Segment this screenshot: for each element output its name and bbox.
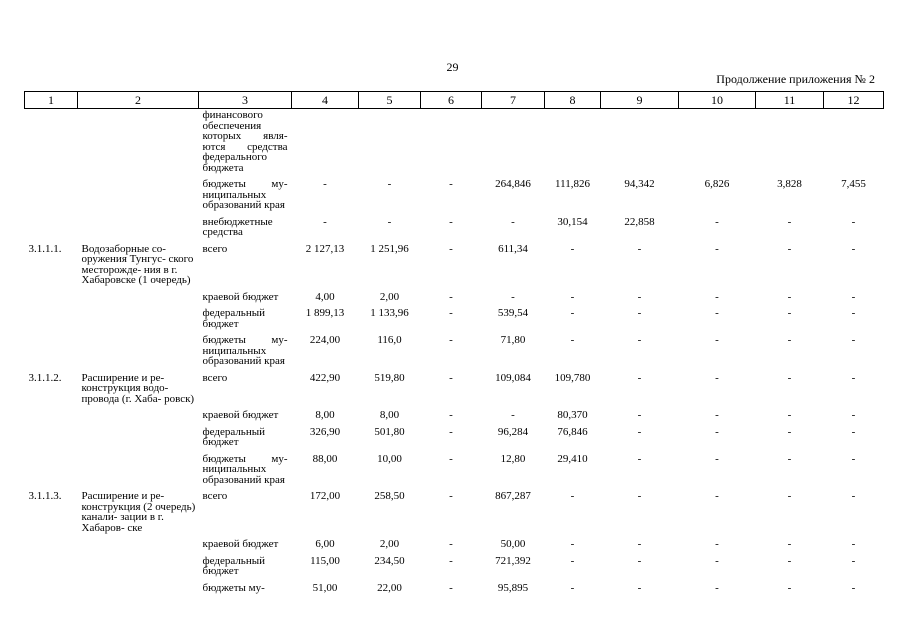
- table-row: [25, 308, 884, 335]
- value-cell: 111,826: [555, 178, 590, 190]
- value-cell: -: [637, 242, 642, 255]
- value-cell: -: [787, 242, 792, 255]
- continuation-note: Продолжение приложения № 2: [716, 72, 875, 86]
- funding-source: федеральный бюджет: [202, 554, 265, 577]
- funding-source: федеральный бюджет: [202, 307, 265, 330]
- item-number: [25, 179, 78, 217]
- value-cell: 3,828: [777, 178, 802, 190]
- value-cell: 80,370: [557, 409, 588, 421]
- funding-source: бюджеты му- ниципальных образований края: [202, 178, 288, 211]
- value-cell: 1 251,96: [370, 242, 409, 255]
- value-cell: -: [851, 334, 856, 346]
- value-cell: -: [787, 307, 792, 319]
- value-cell: 234,50: [374, 554, 405, 567]
- value-cell: -: [637, 538, 642, 550]
- value-cell: 1 899,13: [305, 307, 345, 319]
- value-cell: -: [715, 307, 719, 319]
- table-row: [25, 292, 884, 309]
- item-number: [25, 583, 78, 600]
- value-cell: 88,00: [312, 452, 338, 465]
- value-cell: -: [787, 425, 792, 438]
- value-cell: 51,00: [312, 581, 338, 594]
- item-number: 3.1.1.1.: [28, 242, 62, 255]
- value-cell: -: [449, 554, 453, 567]
- value-cell: -: [851, 242, 856, 255]
- item-name: [78, 583, 199, 600]
- value-cell: 71,80: [500, 334, 526, 346]
- value-cell: 172,00: [309, 490, 341, 502]
- column-header-6: 6: [421, 92, 482, 109]
- item-name: [78, 539, 199, 556]
- value-cell: 422,90: [309, 371, 341, 384]
- value-cell: 4,00: [315, 290, 335, 303]
- funding-source: всего: [202, 490, 228, 502]
- value-cell: 95,895: [497, 581, 529, 594]
- value-cell: -: [851, 490, 856, 502]
- item-number: [25, 292, 78, 309]
- value-cell: [545, 109, 601, 180]
- value-cell: -: [449, 409, 453, 421]
- value-cell: -: [637, 307, 642, 319]
- value-cell: -: [637, 425, 642, 438]
- value-cell: -: [787, 452, 792, 465]
- table-row: [25, 109, 884, 180]
- value-cell: -: [715, 581, 719, 594]
- value-cell: -: [449, 371, 453, 384]
- value-cell: -: [851, 290, 856, 303]
- value-cell: -: [787, 290, 792, 303]
- table-row: [25, 583, 884, 600]
- value-cell: -: [851, 554, 856, 567]
- value-cell: -: [787, 490, 792, 502]
- funding-source: краевой бюджет: [202, 538, 279, 550]
- value-cell: -: [637, 581, 642, 594]
- value-cell: 109,084: [495, 371, 531, 384]
- funding-source: краевой бюджет: [202, 290, 279, 303]
- value-cell: -: [787, 371, 792, 384]
- value-cell: -: [570, 581, 575, 594]
- funding-source: бюджеты му- ниципальных образований края: [202, 452, 288, 486]
- column-header-2: 2: [78, 92, 199, 109]
- value-cell: -: [637, 290, 642, 303]
- value-cell: 264,846: [495, 178, 531, 190]
- value-cell: 12,80: [500, 452, 526, 465]
- value-cell: 258,50: [374, 490, 405, 502]
- value-cell: -: [637, 490, 642, 502]
- value-cell: -: [715, 452, 719, 465]
- value-cell: 8,00: [379, 409, 400, 421]
- value-cell: [292, 109, 359, 180]
- value-cell: 10,00: [377, 452, 402, 465]
- value-cell: -: [715, 409, 719, 421]
- value-cell: -: [851, 215, 856, 228]
- value-cell: -: [787, 215, 792, 228]
- item-name: [78, 217, 199, 244]
- column-header-12: 12: [824, 92, 884, 109]
- item-name: [78, 109, 199, 180]
- value-cell: -: [570, 554, 575, 567]
- value-cell: 8,00: [315, 409, 335, 421]
- value-cell: -: [570, 290, 575, 303]
- value-cell: [756, 109, 824, 180]
- value-cell: -: [715, 334, 719, 346]
- item-number: [25, 109, 78, 180]
- value-cell: -: [851, 425, 856, 438]
- value-cell: -: [449, 242, 453, 255]
- table-row: [25, 410, 884, 427]
- value-cell: 721,392: [495, 554, 531, 567]
- column-header-10: 10: [679, 92, 756, 109]
- item-name: [78, 454, 199, 492]
- column-header-11: 11: [756, 92, 824, 109]
- table-row: [25, 454, 884, 492]
- value-cell: -: [851, 452, 856, 465]
- value-cell: -: [715, 554, 719, 567]
- value-cell: 539,54: [497, 307, 529, 319]
- value-cell: 501,80: [374, 425, 405, 438]
- value-cell: 867,287: [495, 490, 531, 502]
- value-cell: -: [511, 290, 515, 303]
- item-name: [78, 410, 199, 427]
- funding-source: федеральный бюджет: [202, 425, 265, 448]
- value-cell: -: [511, 215, 515, 228]
- table-row: [25, 539, 884, 556]
- item-name: [78, 308, 199, 335]
- funding-source: всего: [202, 371, 228, 384]
- value-cell: -: [570, 538, 575, 550]
- item-name: [78, 556, 199, 583]
- value-cell: -: [637, 409, 642, 421]
- value-cell: 326,90: [309, 425, 341, 438]
- value-cell: 7,455: [841, 178, 866, 190]
- column-header-5: 5: [359, 92, 421, 109]
- value-cell: [601, 109, 679, 180]
- value-cell: -: [715, 425, 719, 438]
- item-number: 3.1.1.3.: [28, 490, 62, 502]
- item-name: [78, 335, 199, 373]
- column-header-9: 9: [601, 92, 679, 109]
- value-cell: 76,846: [557, 425, 588, 438]
- item-number: [25, 217, 78, 244]
- item-name: Расширение и ре- конструкция (2 очередь) канали- зации в г. Хабаров- ске: [81, 490, 196, 534]
- item-name: [78, 292, 199, 309]
- funding-source: финансового обеспечения которых явля- ются средства федерального бюджета: [202, 109, 288, 174]
- value-cell: -: [787, 409, 792, 421]
- item-number: [25, 308, 78, 335]
- page-number: 29: [446, 60, 459, 74]
- value-cell: 115,00: [310, 554, 340, 567]
- item-number: 3.1.1.2.: [28, 371, 62, 384]
- value-cell: -: [787, 538, 792, 550]
- table-body: [25, 109, 884, 600]
- funding-source: бюджеты му- ниципальных образований края: [202, 334, 288, 367]
- value-cell: 94,342: [624, 178, 655, 190]
- value-cell: -: [851, 581, 856, 594]
- value-cell: -: [787, 334, 792, 346]
- table-row: [25, 427, 884, 454]
- value-cell: 6,826: [704, 178, 730, 190]
- value-cell: -: [449, 307, 453, 319]
- value-cell: -: [449, 290, 453, 303]
- value-cell: -: [637, 554, 642, 567]
- header-row: [25, 92, 884, 109]
- table-row: [25, 373, 884, 411]
- budget-table: [24, 91, 884, 599]
- item-number: [25, 539, 78, 556]
- value-cell: -: [511, 409, 515, 421]
- table-row: [25, 556, 884, 583]
- value-cell: -: [449, 538, 453, 550]
- item-name: Расширение и ре- конструкция водо- провода (г. Хаба- ровск): [81, 371, 195, 405]
- table-row: [25, 491, 884, 539]
- value-cell: -: [449, 490, 453, 502]
- item-name: Водозаборные со- оружения Тунгус- ского месторожде- ния в г. Хабаровске (1 очередь): [81, 242, 194, 286]
- value-cell: [421, 109, 482, 180]
- value-cell: 22,858: [624, 215, 655, 228]
- value-cell: 224,00: [309, 334, 341, 346]
- value-cell: 2 127,13: [305, 242, 345, 255]
- value-cell: -: [715, 371, 719, 384]
- value-cell: 30,154: [557, 215, 588, 228]
- value-cell: -: [787, 581, 792, 594]
- value-cell: 96,284: [497, 425, 529, 438]
- item-number: [25, 335, 78, 373]
- value-cell: -: [449, 334, 453, 346]
- value-cell: [359, 109, 421, 180]
- value-cell: 22,00: [377, 581, 402, 594]
- value-cell: -: [851, 307, 856, 319]
- value-cell: -: [637, 371, 642, 384]
- value-cell: -: [715, 290, 719, 303]
- column-header-3: 3: [199, 92, 292, 109]
- value-cell: -: [637, 334, 642, 346]
- item-number: [25, 556, 78, 583]
- item-name: [78, 427, 199, 454]
- value-cell: 50,00: [500, 538, 526, 550]
- value-cell: 1 133,96: [370, 307, 409, 319]
- item-name: [78, 179, 199, 217]
- funding-source: внебюджетные средства: [202, 215, 273, 238]
- value-cell: -: [449, 425, 453, 438]
- value-cell: 116,0: [377, 334, 402, 346]
- item-number: [25, 454, 78, 492]
- funding-source: всего: [202, 242, 228, 255]
- item-number: [25, 410, 78, 427]
- value-cell: -: [449, 215, 453, 228]
- value-cell: 2,00: [379, 538, 400, 550]
- value-cell: -: [570, 334, 575, 346]
- value-cell: 611,34: [498, 242, 528, 255]
- value-cell: -: [323, 215, 327, 228]
- value-cell: -: [637, 452, 642, 465]
- table-row: [25, 179, 884, 217]
- value-cell: 109,780: [554, 371, 591, 384]
- value-cell: -: [449, 178, 453, 190]
- item-number: [25, 427, 78, 454]
- value-cell: -: [787, 554, 792, 567]
- value-cell: -: [570, 242, 575, 255]
- value-cell: [679, 109, 756, 180]
- value-cell: -: [570, 490, 575, 502]
- column-header-7: 7: [482, 92, 545, 109]
- value-cell: 29,410: [557, 452, 588, 465]
- value-cell: -: [323, 178, 327, 190]
- value-cell: -: [715, 538, 719, 550]
- value-cell: -: [449, 581, 453, 594]
- value-cell: -: [449, 452, 453, 465]
- value-cell: [482, 109, 545, 180]
- table-row: [25, 335, 884, 373]
- value-cell: -: [715, 215, 719, 228]
- column-header-1: 1: [25, 92, 78, 109]
- funding-source: бюджеты му-: [202, 581, 265, 594]
- value-cell: -: [387, 215, 392, 228]
- value-cell: -: [715, 242, 719, 255]
- value-cell: -: [851, 538, 856, 550]
- column-header-8: 8: [545, 92, 601, 109]
- value-cell: -: [570, 307, 575, 319]
- table-row: [25, 217, 884, 244]
- column-header-4: 4: [292, 92, 359, 109]
- value-cell: 6,00: [315, 538, 335, 550]
- value-cell: 519,80: [374, 371, 405, 384]
- value-cell: -: [387, 178, 392, 190]
- funding-source: краевой бюджет: [202, 409, 279, 421]
- table-row: [25, 244, 884, 292]
- value-cell: -: [851, 409, 856, 421]
- value-cell: [824, 109, 884, 180]
- value-cell: -: [715, 490, 719, 502]
- value-cell: 2,00: [379, 290, 400, 303]
- value-cell: -: [851, 371, 856, 384]
